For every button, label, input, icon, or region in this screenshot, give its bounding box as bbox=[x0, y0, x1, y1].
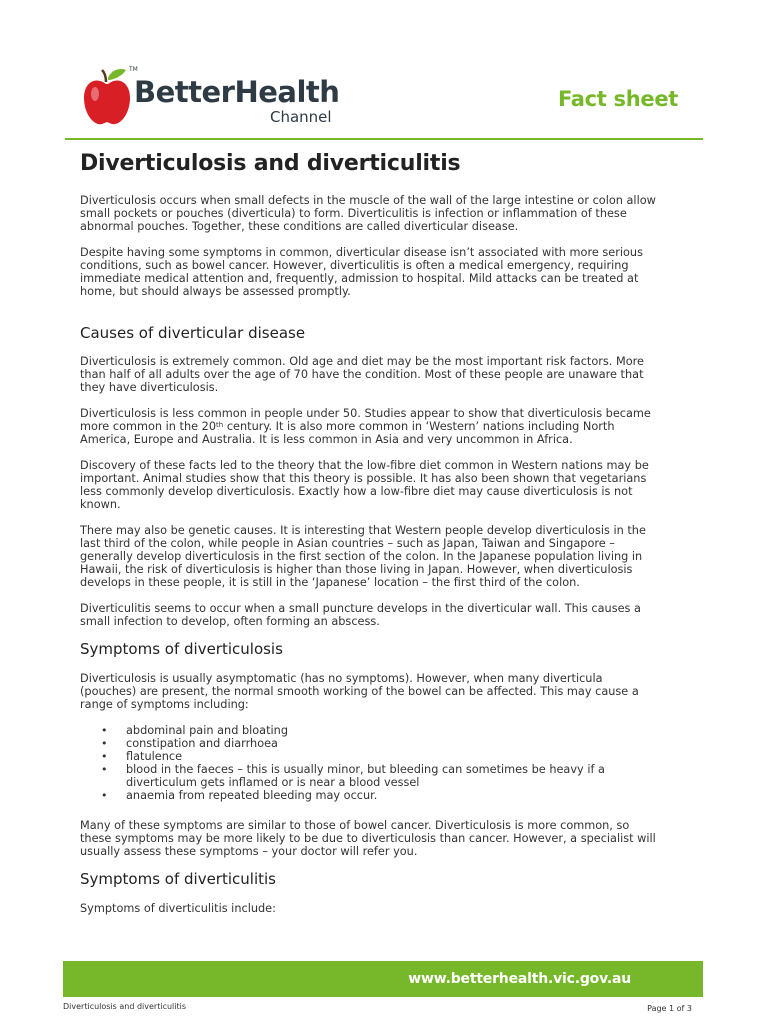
list-item: • blood in the faeces – this is usually minor, but bleeding can sometimes be heavy if a diverticulum gets inflamed or is near a blood vessel bbox=[80, 763, 660, 789]
symptoms-paragraph: Many of these symptoms are similar to those of bowel cancer. Diverticulosis is more common, so these symptoms may be more likely to be due to diverticulosis than cancer. However, a specialist will usually assess these symptoms – your doctor will refer you. bbox=[80, 819, 656, 858]
causes-paragraph: Discovery of these facts led to the theory that the low-fibre diet common in Western nations may be important. Animal studies show that this theory is possible. It has also been shown that vegetarians less commonly develop diverticulosis. Exactly how a low-fibre diet may cause diverticulosis is not known. bbox=[80, 459, 649, 512]
brand-logo bbox=[82, 66, 352, 128]
causes-paragraph: There may also be genetic causes. It is interesting that Western people develop diverticulosis in the last third of the colon, while people in Asian countries – such as Japan, Taiwan and Singapore – generally develop diverticulosis in the first section of the colon. In the Japanese population living in Hawaii, the risk of diverticulosis is higher than those living in Japan. However, when diverticulosis develops in these people, it is still in the ‘Japanese’ location – the first third of the colon. bbox=[80, 524, 646, 590]
intro-paragraph: Despite having some symptoms in common, diverticular disease isn’t associated with more serious conditions, such as bowel cancer. However, diverticulitis is often a medical emergency, requiring immediate medical attention and, frequently, admission to hospital. Mild attacks can be treated at home, but should always be assessed promptly. bbox=[80, 245, 643, 298]
symptoms-paragraph: Symptoms of diverticulitis include: bbox=[80, 901, 276, 915]
doc-type-label: Fact sheet bbox=[557, 87, 678, 111]
footer-doc-title: Diverticulosis and diverticulitis bbox=[63, 1002, 187, 1011]
symptoms-paragraph: Diverticulosis is usually asymptomatic (has no symptoms). However, when many diverticula (pouches) are present, the normal smooth working of the bowel can be affected. This may cause a range of symptoms including: bbox=[80, 672, 639, 711]
footer-bar bbox=[63, 961, 703, 997]
section-heading-causes: Causes of diverticular disease bbox=[80, 323, 306, 342]
list-item: • flatulence bbox=[80, 750, 660, 763]
list-item: • constipation and diarrhoea bbox=[80, 737, 660, 750]
causes-paragraph: Diverticulosis is extremely common. Old age and diet may be the most important risk factors. More than half of all adults over the age of 70 have the condition. Most of these people are unaware that they have diverticulosis. bbox=[80, 355, 644, 395]
document-body bbox=[80, 150, 660, 915]
page-number: Page 1 of 3 bbox=[647, 1004, 692, 1013]
list-item: • anaemia from repeated bleeding may occur. bbox=[80, 789, 660, 802]
causes-paragraph: Diverticulitis seems to occur when a small puncture develops in the diverticular wall. This causes a small infection to develop, often forming an abscess. bbox=[80, 602, 641, 629]
brand-name: BetterHealth bbox=[134, 75, 340, 109]
page-title: Diverticulosis and diverticulitis bbox=[80, 151, 461, 176]
symptoms-list bbox=[80, 724, 660, 802]
apple-icon bbox=[82, 66, 132, 126]
causes-paragraph: Diverticulosis is less common in people under 50. Studies appear to show that diverticulosis became more common in the 20th century. It is also more common in ‘Western’ nations including North America, Europe and Australia. It is less common in Asia and very uncommon in Africa. bbox=[80, 407, 651, 447]
trademark: TM bbox=[129, 66, 138, 73]
section-heading-symptoms-diverticulitis: Symptoms of diverticulitis bbox=[80, 870, 276, 888]
brand-sub: Channel bbox=[270, 108, 332, 126]
superscript: th bbox=[216, 421, 224, 430]
section-heading-symptoms-diverticulosis: Symptoms of diverticulosis bbox=[80, 640, 283, 659]
header-rule bbox=[65, 138, 703, 140]
list-item: • abdominal pain and bloating bbox=[80, 724, 660, 737]
footer-url-link[interactable]: www.betterhealth.vic.gov.au bbox=[408, 971, 631, 987]
intro-paragraph: Diverticulosis occurs when small defects in the muscle of the wall of the large intestine or colon allow small pockets or pouches (diverticula) to form. Diverticulitis is infection or inflammation of these abnormal pouches. Together, these conditions are called diverticular disease. bbox=[80, 193, 656, 233]
